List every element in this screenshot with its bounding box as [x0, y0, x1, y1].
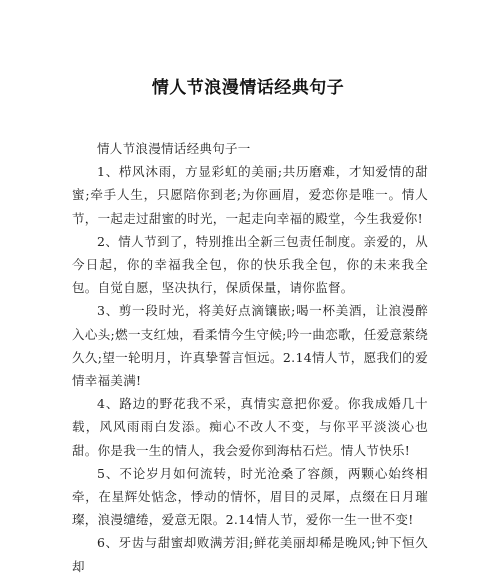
- document-title: 情人节浪漫情话经典句子: [151, 78, 345, 98]
- section-subheading: 情人节浪漫情话经典句子一: [97, 141, 251, 156]
- paragraph-1: 1、栉风沐雨，方显彩虹的美丽;共历磨难，才知爱情的甜蜜;牵手人生，只愿陪你到老;为你画眉，爱恋你是唯一。情人节，一起走过甜蜜的时光，一起走向幸福的殿堂，今生我爱你!: [72, 164, 428, 226]
- document-body: [72, 137, 428, 578]
- paragraph-4: 4、路边的野花我不采，真情实意把你爱。你我成婚几十载，风风雨雨白发添。痴心不改人不变，与你平平淡淡心也甜。你是我一生的情人，我会爱你到海枯石烂。情人节快乐!: [72, 396, 428, 458]
- paragraph-5: 5、不论岁月如何流转，时光沧桑了容颜，两颗心始终相牵，在星辉处惦念，悸动的情怀，眉目的灵犀，点缀在日月璀璨，浪漫缱绻，爱意无限。2.14情人节，爱你一生一世不变!: [72, 465, 428, 528]
- paragraph-6: 6、牙齿与甜蜜却败满芳泪;鲜花美丽却稀是晚风;钟下恒久却: [72, 535, 428, 574]
- paragraph-3: 3、剪一段时光，将美好点滴镶嵌;喝一杯美酒，让浪漫醉入心头;燃一支红烛，看柔情今生守候;吟一曲恋歌，任爱意萦绕久久;望一轮明月，许真挚誓言恒远。2.14情人节，愿我们的爱情幸福美满!: [72, 303, 428, 389]
- paragraph-2: 2、情人节到了，特别推出全新三包责任制度。亲爱的，从今日起，你的幸福我全包，你的快乐我全包，你的未来我全包。自觉自愿，坚决执行，保质保量，请你监督。: [72, 233, 428, 296]
